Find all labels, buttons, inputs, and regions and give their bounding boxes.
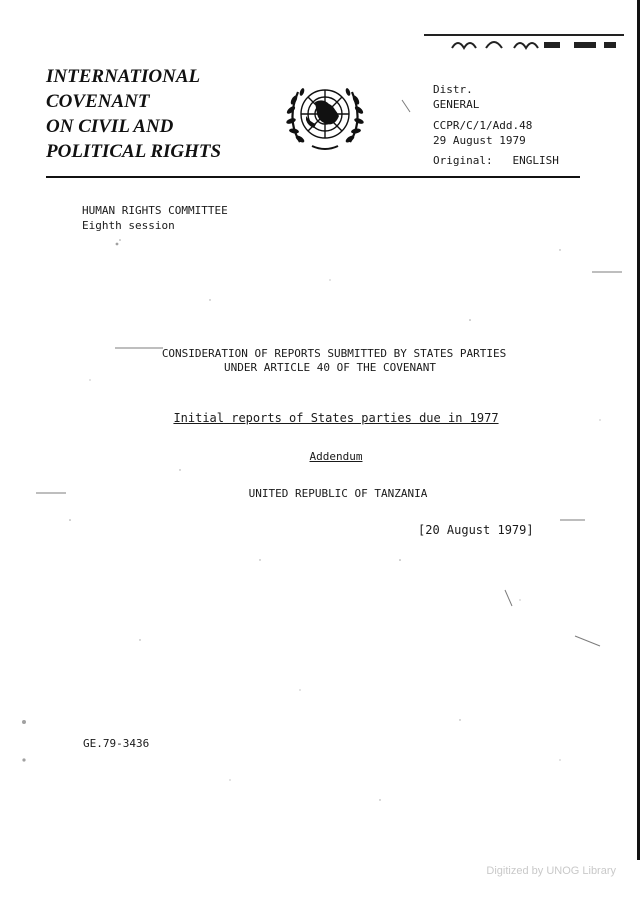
distr-value: GENERAL bbox=[433, 98, 480, 111]
committee-block bbox=[82, 203, 228, 233]
addendum-label: Addendum bbox=[309, 450, 363, 463]
document-symbol: CCPR/C/1/Add.48 bbox=[433, 119, 533, 132]
cropped-header-marks bbox=[424, 34, 624, 54]
distribution-block bbox=[433, 82, 559, 168]
document-date: 29 August 1979 bbox=[433, 134, 526, 147]
report-heading-line-2: UNDER ARTICLE 40 OF THE COVENANT bbox=[224, 361, 436, 374]
report-subtitle: Initial reports of States parties due in 1977 bbox=[173, 411, 499, 425]
title-line-3: ON CIVIL AND bbox=[46, 116, 174, 137]
header-rule bbox=[46, 176, 580, 178]
original-value: ENGLISH bbox=[512, 154, 559, 167]
report-heading-line-1: CONSIDERATION OF REPORTS SUBMITTED BY STATES PARTIES bbox=[161, 347, 507, 360]
title-line-1: INTERNATIONAL bbox=[46, 66, 201, 87]
original-language-row bbox=[433, 153, 559, 168]
title-line-4: POLITICAL RIGHTS bbox=[46, 141, 222, 162]
report-date-note: [20 August 1979] bbox=[418, 523, 534, 537]
committee-session: Eighth session bbox=[82, 219, 175, 232]
un-emblem-icon bbox=[282, 76, 368, 156]
original-label: Original: bbox=[433, 154, 493, 167]
country-name: UNITED REPUBLIC OF TANZANIA bbox=[248, 487, 428, 500]
distr-label: Distr. bbox=[433, 83, 473, 96]
document-number: GE.79-3436 bbox=[83, 737, 150, 750]
title-line-2: COVENANT bbox=[46, 91, 150, 112]
digitization-watermark: Digitized by UNOG Library bbox=[486, 865, 616, 877]
committee-name: HUMAN RIGHTS COMMITTEE bbox=[82, 204, 228, 217]
covenant-title bbox=[46, 64, 221, 164]
